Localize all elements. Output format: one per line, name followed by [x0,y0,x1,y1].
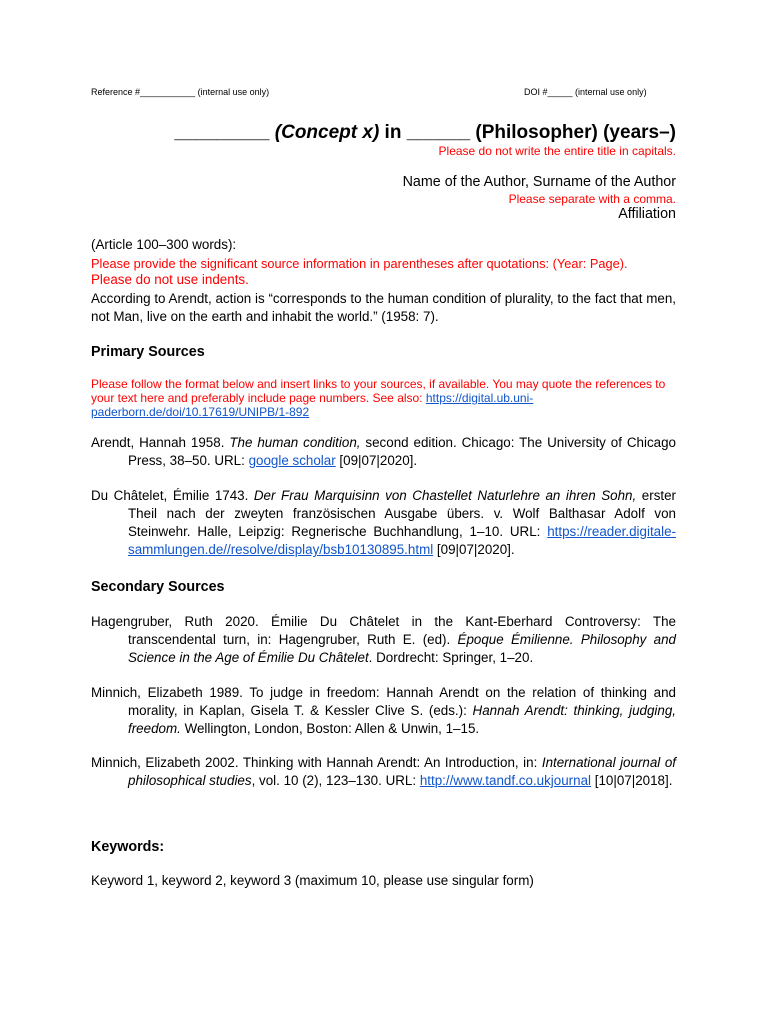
title-concept: (Concept x) [274,122,380,143]
author-affiliation: Affiliation [618,206,676,222]
tandf-journal-link[interactable]: http://www.tandf.co.ukjournal [419,773,592,788]
article-intro: (Article 100–300 words): [91,237,237,252]
entry-author: Hagengruber, Ruth 2020. Émilie Du Châtelet in the Kant-Eberhard Controversy: The transcendental turn, in: Hagengruber, Ruth E. (ed). [91,614,676,647]
article-body: According to Arendt, action is “corresponds to the human condition of plurality, to the fact that men, not Man, live on the earth and inhabit the world.” (1958: 7). [91,291,676,324]
paderborn-doi-link[interactable]: https://digital.ub.uni-paderborn.de/doi/10.17619/UNIPB/1-892 [91,391,534,419]
digitale-sammlungen-link[interactable]: https://reader.digitale-sammlungen.de//resolve/display/bsb10130895.html [128,524,676,557]
article-note-indent: Please do not use indents. [91,272,249,287]
entry-author: Minnich, Elizabeth 1989. To judge in freedom: Hannah Arendt on the relation of thinking and morality, in Kaplan, Gisela T. & Kessler Clive S. (eds.): [91,685,676,718]
google-scholar-link[interactable]: google scholar [248,453,336,468]
entry-author: Arendt, Hannah 1958. [91,435,230,450]
entry-title: The human condition, [229,435,361,450]
entry-publisher: second edition. Chicago: The University of Chicago Press, 38–50. URL: [128,435,677,468]
title-note: Please do not write the entire title in capitals. [438,144,676,158]
entry-publisher: erster Theil nach der zweyten französischen Ausgabe übers. v. Wolf Balthasar Adolf von Steinwehr. Halle, Leipzig: Regnerische Buchhandlung, 1–10. URL: [128,488,677,539]
primary-sources-heading: Primary Sources [91,344,205,360]
entry-access-date: [10|07|2018]. [591,773,673,788]
reference-number-label: Reference #___________ (internal use only) [91,87,270,97]
primary-sources-note [91,377,676,419]
primary-note-text: Please follow the format below and insert links to your sources, if available. You may quote the references to your text here and preferably include page numbers. See also: [91,377,666,405]
primary-entry-arendt [91,434,676,470]
entry-author: Du Châtelet, Émilie 1743. [91,488,254,503]
secondary-entry-hagengruber [91,613,676,667]
entry-author: Minnich, Elizabeth 2002. Thinking with Hannah Arendt: An Introduction, in: [91,755,542,770]
entry-access-date: [09|07|2020]. [335,453,418,468]
keywords-heading: Keywords: [91,839,165,855]
secondary-entry-minnich-2002 [91,754,676,790]
primary-entry-du-chatelet [91,487,676,559]
author-name: Name of the Author, Surname of the Author [402,174,676,190]
keywords-text: Keyword 1, keyword 2, keyword 3 (maximum 10, please use singular form) [91,873,534,888]
entry-title: International journal of philosophical studies [128,755,676,788]
doi-number-label: DOI #_____ (internal use only) [524,87,647,97]
entry-publisher: Wellington, London, Boston: Allen & Unwin, 1–15. [180,721,480,736]
entry-publisher: , vol. 10 (2), 123–130. URL: [251,773,420,788]
entry-title: Der Frau Marquisinn von Chastellet Naturlehre an ihren Sohn, [253,488,637,503]
secondary-entry-minnich-1989 [91,684,676,738]
entry-access-date: [09|07|2020]. [433,542,515,557]
title-blank: _________ [174,122,275,143]
page-title [174,122,676,144]
title-philosopher: in ______ (Philosopher) (years–) [379,122,676,143]
entry-publisher: . Dordrecht: Springer, 1–20. [368,650,534,665]
author-note: Please separate with a comma. [508,192,676,206]
entry-title: Hannah Arendt: thinking, judging, freedom. [128,703,676,736]
entry-title: Époque Émilienne. Philosophy and Science in the Age of Émilie Du Châtelet [128,632,676,665]
secondary-sources-heading: Secondary Sources [91,579,225,595]
article-note-source: Please provide the significant source information in parentheses after quotations: (Year: Page). [91,256,628,271]
